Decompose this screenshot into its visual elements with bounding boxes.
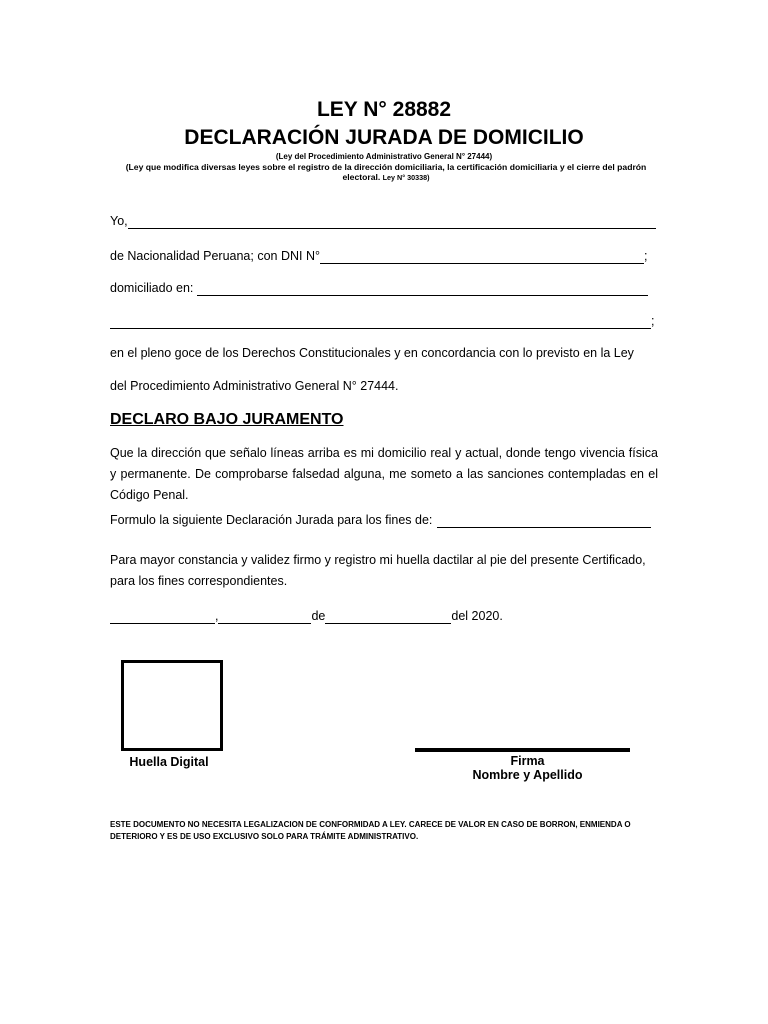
subtitle-law-reference: (Ley del Procedimiento Administrativo General N° 27444) <box>275 152 493 161</box>
domicile-continuation-row <box>110 313 654 329</box>
rights-paragraph-line1: en el pleno goce de los Derechos Constitucionales y en concordancia con lo previsto en la Ley <box>110 346 634 360</box>
name-field[interactable] <box>128 216 656 229</box>
fingerprint-label: Huella Digital <box>129 755 209 769</box>
declaration-paragraph: Que la dirección que señalo líneas arriba es mi domicilio real y actual, donde tengo vivencia física y permanente. De comprobarse falsedad alguna, me someto a las sanciones contempladas en el Código Penal. <box>110 446 658 502</box>
law-title: LEY N° 28882 <box>316 98 452 121</box>
fingerprint-box[interactable] <box>121 660 223 751</box>
nationality-dni-label: de Nacionalidad Peruana; con DNI N° <box>110 249 320 263</box>
signature-label: Firma <box>510 754 545 768</box>
nationality-dni-row <box>110 248 647 264</box>
name-surname-label: Nombre y Apellido <box>472 768 583 782</box>
date-de: de <box>311 609 326 623</box>
date-comma: , <box>215 609 219 623</box>
subtitle-modification-text: (Ley que modifica diversas leyes sobre el registro de la dirección domiciliaria, la certificación domiciliaria y el cierre del padrón electoral. <box>125 162 647 182</box>
semicolon: ; <box>651 314 655 328</box>
purpose-field[interactable] <box>437 515 651 528</box>
subtitle-modification-law-number: Ley N° 30338) <box>382 173 430 182</box>
day-field[interactable] <box>218 611 311 624</box>
domicile-label: domiciliado en: <box>110 281 194 295</box>
subtitle-law-modification <box>116 162 656 183</box>
domicile-field[interactable] <box>197 283 648 296</box>
constancy-paragraph: Para mayor constancia y validez firmo y registro mi huella dactilar al pie del presente Certificado, para los fines correspondientes. <box>110 553 646 588</box>
semicolon: ; <box>643 249 648 263</box>
domicile-row <box>110 280 648 296</box>
purpose-label: Formulo la siguiente Declaración Jurada para los fines de: <box>110 513 433 527</box>
date-row <box>110 608 503 624</box>
signature-label-block <box>415 754 640 782</box>
domicile-continuation-field[interactable] <box>110 316 651 329</box>
place-field[interactable] <box>110 611 215 624</box>
rights-paragraph-line2: del Procedimiento Administrativo General N° 27444. <box>110 379 399 393</box>
dni-field[interactable] <box>320 251 644 264</box>
document-title: DECLARACIÓN JURADA DE DOMICILIO <box>184 126 584 149</box>
yo-label: Yo, <box>110 214 128 228</box>
declaration-heading: DECLARO BAJO JURAMENTO <box>110 411 344 428</box>
footer-note: ESTE DOCUMENTO NO NECESITA LEGALIZACION DE CONFORMIDAD A LEY. CARECE DE VALOR EN CASO DE BORRON, ENMIENDA O DETERIORO Y ES DE USO EXCLUSIVO SOLO PARA TRÁMITE ADMINISTRATIVO. <box>110 820 631 841</box>
purpose-row <box>110 512 651 528</box>
date-year-suffix: del 2020. <box>451 609 503 623</box>
name-row <box>110 213 656 229</box>
signature-line[interactable] <box>415 748 630 752</box>
month-field[interactable] <box>325 611 451 624</box>
